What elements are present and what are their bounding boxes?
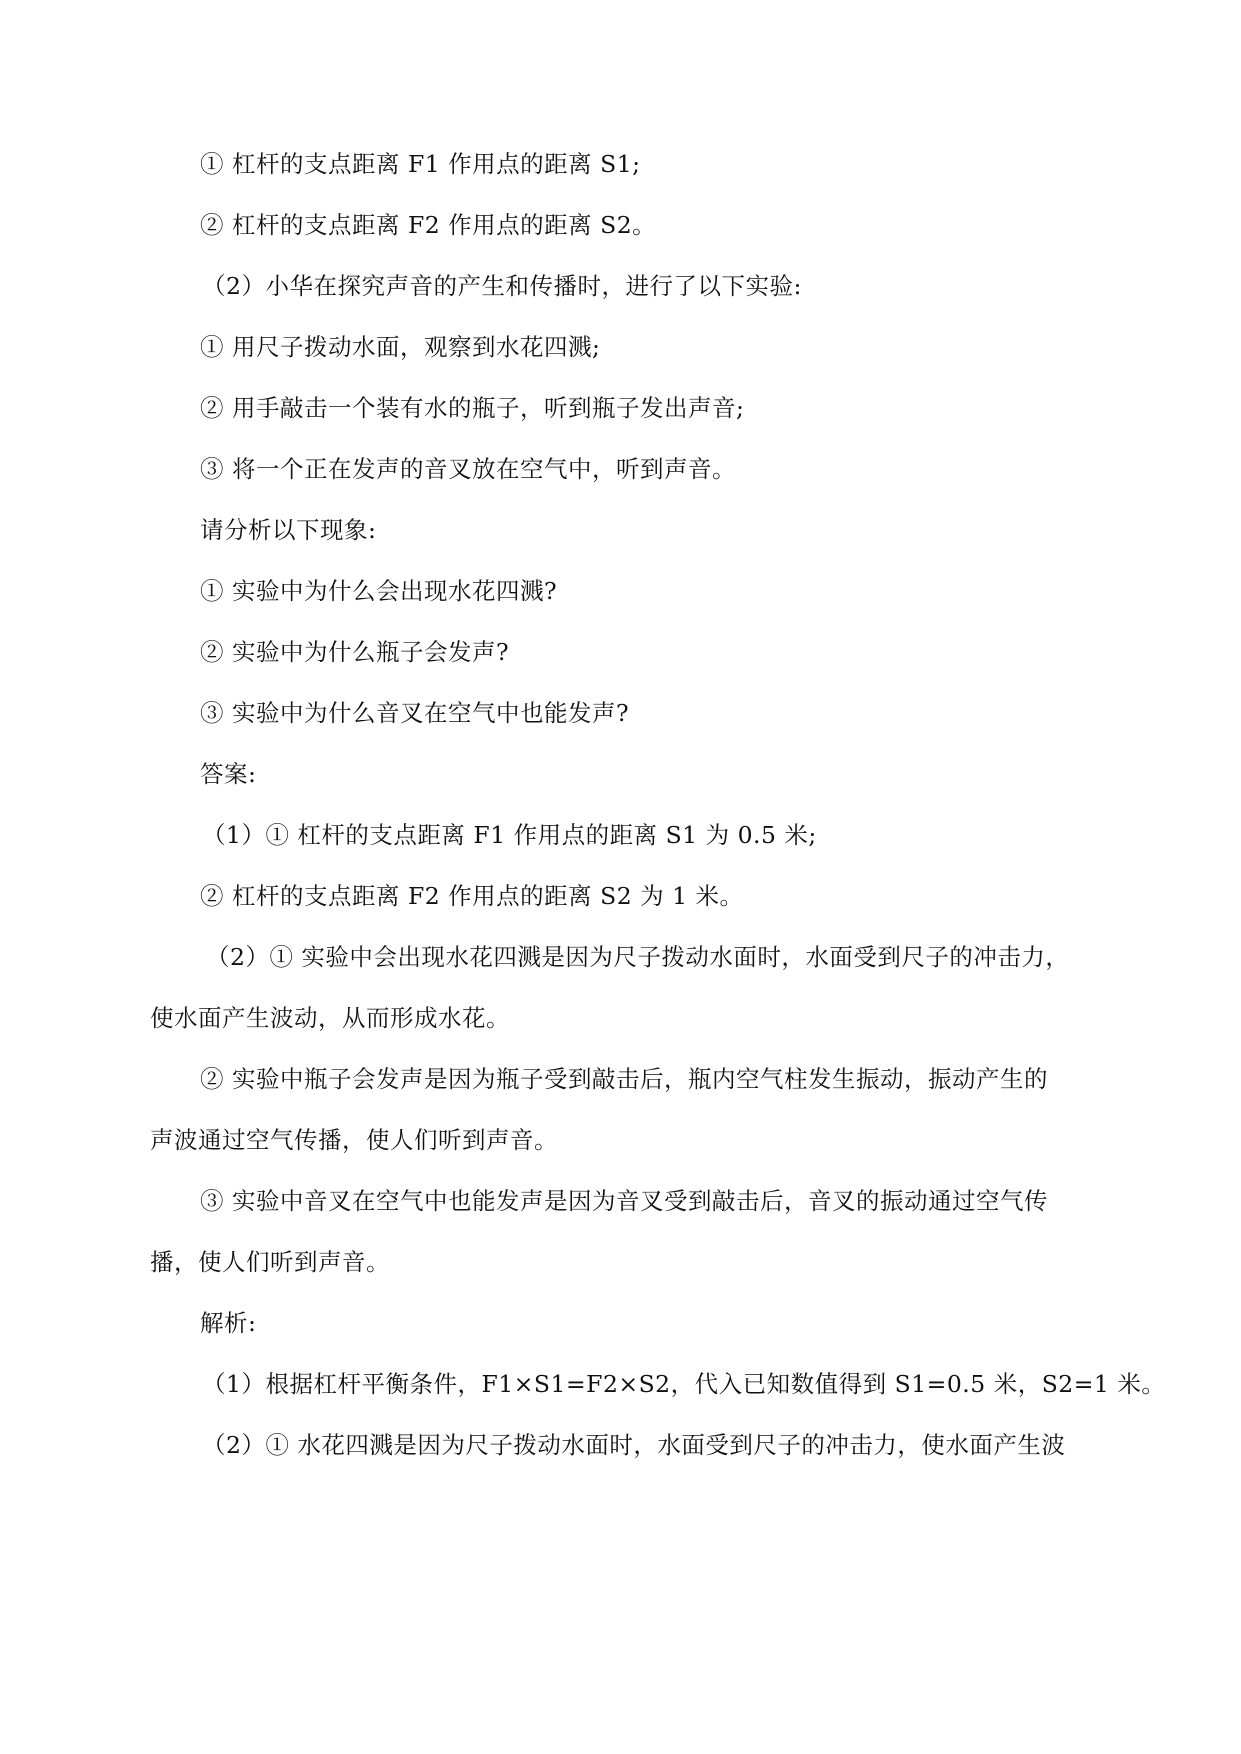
text-line: ② 杠杆的支点距离 F2 作用点的距离 S2 为 1 米。 <box>200 882 744 910</box>
text-line: 答案: <box>200 760 257 788</box>
text-line: ① 实验中为什么会出现水花四溅? <box>200 577 558 605</box>
text-line: ③ 实验中为什么音叉在空气中也能发声? <box>200 699 630 727</box>
text-line: （2）① 实验中会出现水花四溅是因为尺子拨动水面时，水面受到尺子的冲击力， <box>206 943 1070 971</box>
text-line: 声波通过空气传播，使人们听到声音。 <box>150 1126 558 1154</box>
text-line: ② 实验中瓶子会发声是因为瓶子受到敲击后，瓶内空气柱发生振动，振动产生的 <box>200 1065 1048 1093</box>
text-line: ② 用手敲击一个装有水的瓶子，听到瓶子发出声音; <box>200 394 745 422</box>
text-line: ① 杠杆的支点距离 F1 作用点的距离 S1; <box>200 150 641 178</box>
text-line: ① 用尺子拨动水面，观察到水花四溅; <box>200 333 601 361</box>
text-line: ③ 实验中音叉在空气中也能发声是因为音叉受到敲击后，音叉的振动通过空气传 <box>200 1187 1048 1215</box>
text-line: 解析: <box>200 1309 257 1337</box>
text-line: ② 杠杆的支点距离 F2 作用点的距离 S2。 <box>200 211 657 239</box>
text-line: 播，使人们听到声音。 <box>150 1248 390 1276</box>
text-line: （1）根据杠杆平衡条件，F1×S1=F2×S2，代入已知数值得到 S1=0.5 米，S2=1 米。 <box>202 1370 1166 1398</box>
text-line: 使水面产生波动，从而形成水花。 <box>150 1004 510 1032</box>
text-line: （2）小华在探究声音的产生和传播时，进行了以下实验: <box>202 272 802 300</box>
text-line: （2）① 水花四溅是因为尺子拨动水面时，水面受到尺子的冲击力，使水面产生波 <box>202 1431 1066 1459</box>
text-line: 请分析以下现象: <box>200 516 377 544</box>
text-line: ③ 将一个正在发声的音叉放在空气中，听到声音。 <box>200 455 736 483</box>
text-line: （1）① 杠杆的支点距离 F1 作用点的距离 S1 为 0.5 米; <box>202 821 817 849</box>
text-line: ② 实验中为什么瓶子会发声? <box>200 638 510 666</box>
